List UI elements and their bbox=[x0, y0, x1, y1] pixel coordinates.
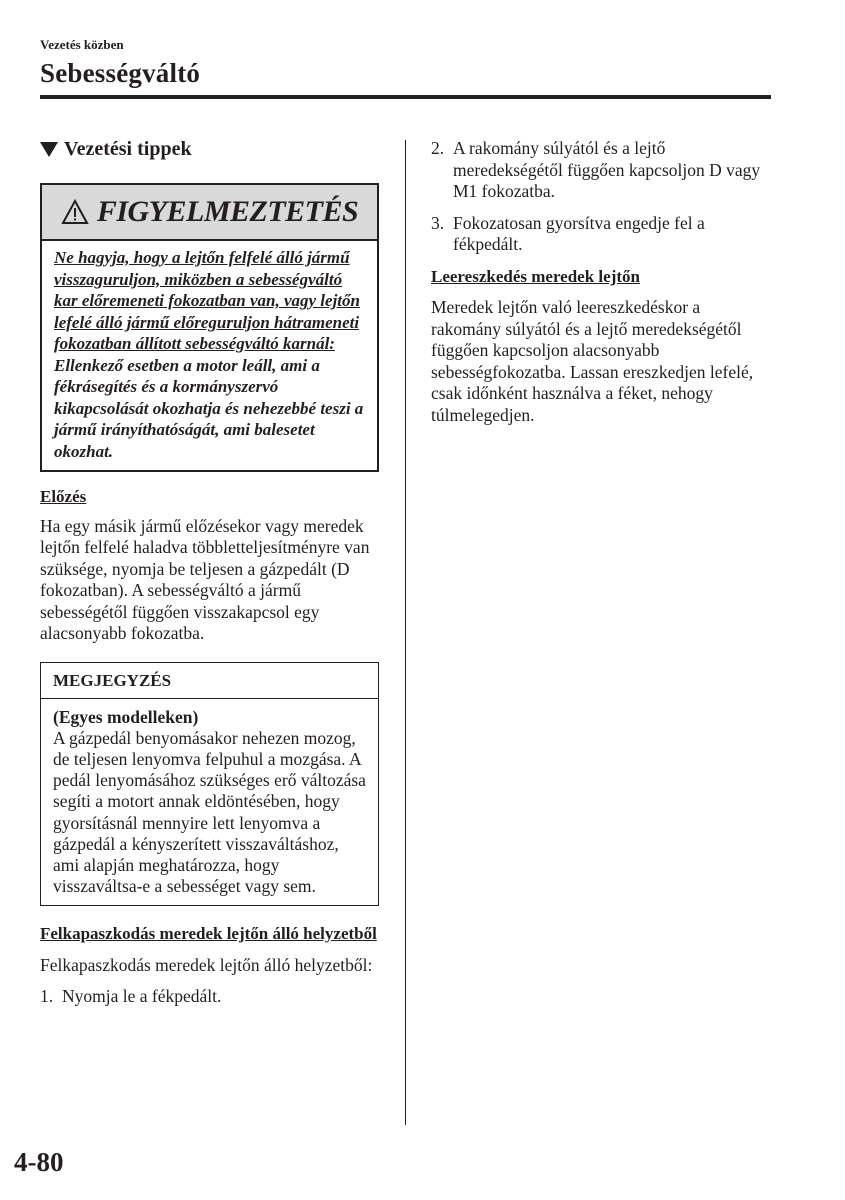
descent-heading: Leereszkedés meredek lejtőn bbox=[431, 266, 640, 286]
list-item bbox=[431, 138, 771, 203]
header-divider bbox=[40, 95, 771, 99]
warning-underlined-text: Ne hagyja, hogy a lejtőn felfelé álló jármű visszaguruljon, miközben a sebességváltó kar előremeneti fokozatban van, vagy lejtőn lefelé álló jármű előreguruljon hátrameneti fokozatban állított sebességváltó karnál: bbox=[54, 248, 360, 353]
note-subtitle: (Egyes modelleken) bbox=[53, 706, 199, 727]
overtaking-heading: Előzés bbox=[40, 487, 87, 506]
running-header: Vezetés közben bbox=[40, 37, 124, 52]
list-text: Fokozatosan gyorsítva engedje fel a fékpedált. bbox=[453, 212, 705, 254]
note-body bbox=[41, 699, 378, 906]
list-item bbox=[431, 213, 771, 256]
list-item bbox=[40, 986, 380, 1008]
triangle-bullet-icon bbox=[40, 142, 58, 157]
list-number: 3. bbox=[431, 212, 445, 233]
subheading-text: Vezetési tippek bbox=[64, 138, 192, 160]
note-box bbox=[40, 662, 379, 907]
warning-box bbox=[40, 183, 379, 472]
climbing-text: Felkapaszkodás meredek lejtőn álló helyzetből: bbox=[40, 954, 373, 975]
column-divider bbox=[405, 140, 406, 1125]
list-number: 1. bbox=[40, 986, 54, 1007]
list-number: 2. bbox=[431, 138, 445, 158]
right-column bbox=[431, 138, 771, 426]
list-text: Nyomja le a fékpedált. bbox=[62, 986, 222, 1007]
page-number: 4-80 bbox=[14, 1147, 64, 1177]
left-column bbox=[40, 138, 380, 1008]
list-text: A rakomány súlyától és a lejtő meredekségétől függően kapcsoljon D vagy M1 fokozatba. bbox=[453, 138, 761, 201]
descent-text: Meredek lejtőn való leereszkedéskor a rakomány súlyától és a lejtő meredekségétől függően kapcsoljon alacsonyabb sebességfokozatba. Lassan ereszkedjen lefelé, csak időnként használva a féket, nehogy túlmelegedjen. bbox=[431, 297, 754, 425]
warning-header bbox=[42, 185, 377, 241]
subheading bbox=[40, 138, 380, 161]
overtaking-text: Ha egy másik jármű előzésekor vagy meredek lejtőn felfelé haladva többletteljesítményre van szüksége, nyomja be teljesen a gázpedált (D fokozatban). A sebességváltó a jármű sebességétől függően visszakapcsol egy alacsonyabb fokozatba. bbox=[40, 515, 370, 643]
note-title: MEGJEGYZÉS bbox=[41, 663, 378, 699]
warning-text: Ellenkező esetben a motor leáll, ami a fékrásegítés és a kormányszervó kikapcsolását okozhatja és nehezebbé teszi a jármű irányíthatóságát, ami balesetet okozhat. bbox=[54, 355, 364, 461]
note-text: A gázpedál benyomásakor nehezen mozog, de teljesen lenyomva felpuhul a mozgása. A pedál lenyomásához szükséges erő változása segíti a motort annak eldöntésében, hogy gyorsításnál mennyire lett lenyomva a gázpedál a kényszerített visszaváltáshoz, ami alapján meghatározza, hogy visszaváltsa-e a sebességet vagy sem. bbox=[53, 727, 366, 897]
warning-title: FIGYELMEZTETÉS bbox=[96, 195, 359, 228]
warning-body bbox=[42, 241, 377, 470]
warning-triangle-icon bbox=[61, 199, 89, 225]
climbing-heading: Felkapaszkodás meredek lejtőn álló helyzetből bbox=[40, 924, 377, 944]
page-title: Sebességváltó bbox=[40, 58, 201, 88]
